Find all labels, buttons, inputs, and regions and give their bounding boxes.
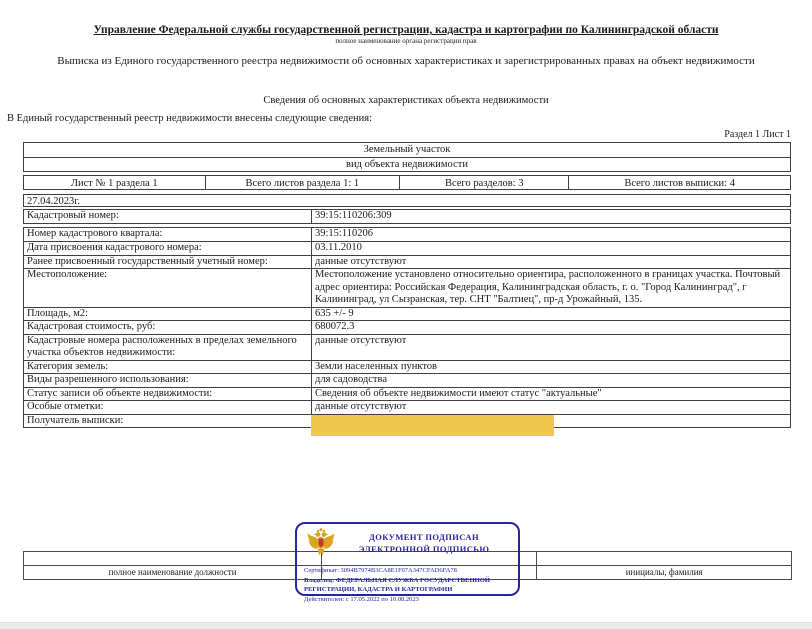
row-label: Кадастровый номер: <box>24 210 312 223</box>
row-value: Земли населенных пунктов <box>315 360 437 372</box>
total-sheets-cell: Всего листов выписки: 4 <box>624 178 735 189</box>
section-page-label: Раздел 1 Лист 1 <box>724 129 791 140</box>
main-table <box>23 142 791 428</box>
table-row <box>24 320 790 334</box>
row-label: Кадастровые номера расположенных в пределах земельного участка объектов недвижимости: <box>24 335 312 360</box>
row-value: 635 +/- 9 <box>315 307 354 319</box>
row-value <box>312 415 790 428</box>
owner-line1: Владелец: ФЕДЕРАЛЬНАЯ СЛУЖБА ГОСУДАРСТВЕННОЙ <box>304 576 490 584</box>
object-type-box <box>23 142 791 172</box>
row-value: 03.11.2010 <box>315 242 362 253</box>
sheets-in-section-cell: Всего листов раздела 1: 1 <box>206 176 401 189</box>
russia-coat-of-arms-icon <box>306 527 336 565</box>
object-type-value: Земельный участок <box>363 144 451 155</box>
document-title: Выписка из Единого государственного реестра недвижимости об основных характеристиках и зарегистрированных правах на объект недвижимости <box>57 55 755 67</box>
row-label: Получатель выписки: <box>24 415 312 428</box>
registration-authority-title: Управление Федеральной службы государственной регистрации, кадастра и картографии по Калининградской области <box>93 24 719 36</box>
table-row <box>24 255 790 269</box>
table-row <box>24 228 790 241</box>
stamp-title-line2: ЭЛЕКТРОННОЙ ПОДПИСЬЮ <box>358 544 490 554</box>
row-label: Площадь, м2: <box>24 308 312 321</box>
table-row <box>24 241 790 255</box>
section-title: Сведения об основных характеристиках объекта недвижимости <box>263 95 549 106</box>
row-value: Сведения об объекте недвижимости имеют статус "актуальные" <box>315 387 602 399</box>
table-row <box>24 210 790 223</box>
row-value: Местоположение установлено относительно ориентира, расположенного в границах участка. Почтовый адрес ориентира: Российская Федерация, Калининградская область, г. о. "Город Калининград", г Калининград, ул Сызранская, тер. СНТ "Балтиец", пр-д Урожайный, 135. <box>315 269 781 305</box>
cadastral-number-box <box>23 209 791 224</box>
row-value: данные отсутствуют <box>315 401 407 412</box>
row-label: Виды разрешенного использования: <box>24 374 312 387</box>
extract-date-row: 27.04.2023г. <box>23 194 791 207</box>
signature-cell <box>23 552 322 565</box>
table-row <box>24 307 790 321</box>
row-label: Местоположение: <box>24 269 312 307</box>
table-row <box>24 334 790 360</box>
owner-line2: РЕГИСТРАЦИИ, КАДАСТРА И КАРТОГРАФИИ <box>304 586 453 593</box>
position-name-label: полное наименование должности <box>23 566 322 579</box>
stamp-header <box>297 524 518 565</box>
table-row <box>24 360 790 374</box>
attributes-box <box>23 227 791 428</box>
row-value: данные отсутствуют <box>315 334 407 346</box>
stamp-title <box>336 527 512 555</box>
table-row <box>24 400 790 414</box>
row-value: 680072.3 <box>315 321 355 332</box>
total-sections-cell: Всего разделов: 3 <box>400 176 569 189</box>
row-label: Номер кадастрового квартала: <box>24 228 312 241</box>
initials-surname-label: инициалы, фамилия <box>537 566 792 579</box>
signature-cell <box>537 552 792 565</box>
row-value: 39:15:110206:309 <box>315 210 392 221</box>
page-bottom-strip <box>0 622 812 629</box>
row-value: 39:15:110206 <box>315 228 373 239</box>
row-value: для садоводства <box>315 374 387 385</box>
stamp-title-line1: ДОКУМЕНТ ПОДПИСАН <box>369 532 479 542</box>
intro-text: В Единый государственный реестр недвижимости внесены следующие сведения: <box>7 113 373 124</box>
authority-caption: полное наименование органа регистрации прав <box>335 37 477 45</box>
table-row <box>24 387 790 401</box>
redaction-box <box>311 415 554 436</box>
table-row <box>24 268 790 307</box>
digital-signature-stamp <box>295 522 520 603</box>
row-value: данные отсутствуют <box>315 255 407 267</box>
row-label: Дата присвоения кадастрового номера: <box>24 242 312 255</box>
row-label: Категория земель: <box>24 361 312 374</box>
table-row <box>24 373 790 387</box>
sheet-number-cell: Лист № 1 раздела 1 <box>24 176 206 189</box>
row-label: Кадастровая стоимость, руб: <box>24 321 312 334</box>
recipient-row <box>24 414 790 428</box>
stamp-details <box>297 565 518 604</box>
row-label: Особые отметки: <box>24 401 312 414</box>
sheet-info-row <box>23 175 791 190</box>
object-type-caption: вид объекта недвижимости <box>24 157 790 171</box>
row-label: Ранее присвоенный государственный учетный номер: <box>24 256 312 269</box>
validity-line: Действителен: с 17.05.2022 по 10.08.2023 <box>304 595 419 603</box>
row-label: Статус записи об объекте недвижимости: <box>24 388 312 401</box>
certificate-line: Сертификат: 3094B7974B3CA8E1F07A347CFAD6FA78 <box>304 567 457 574</box>
